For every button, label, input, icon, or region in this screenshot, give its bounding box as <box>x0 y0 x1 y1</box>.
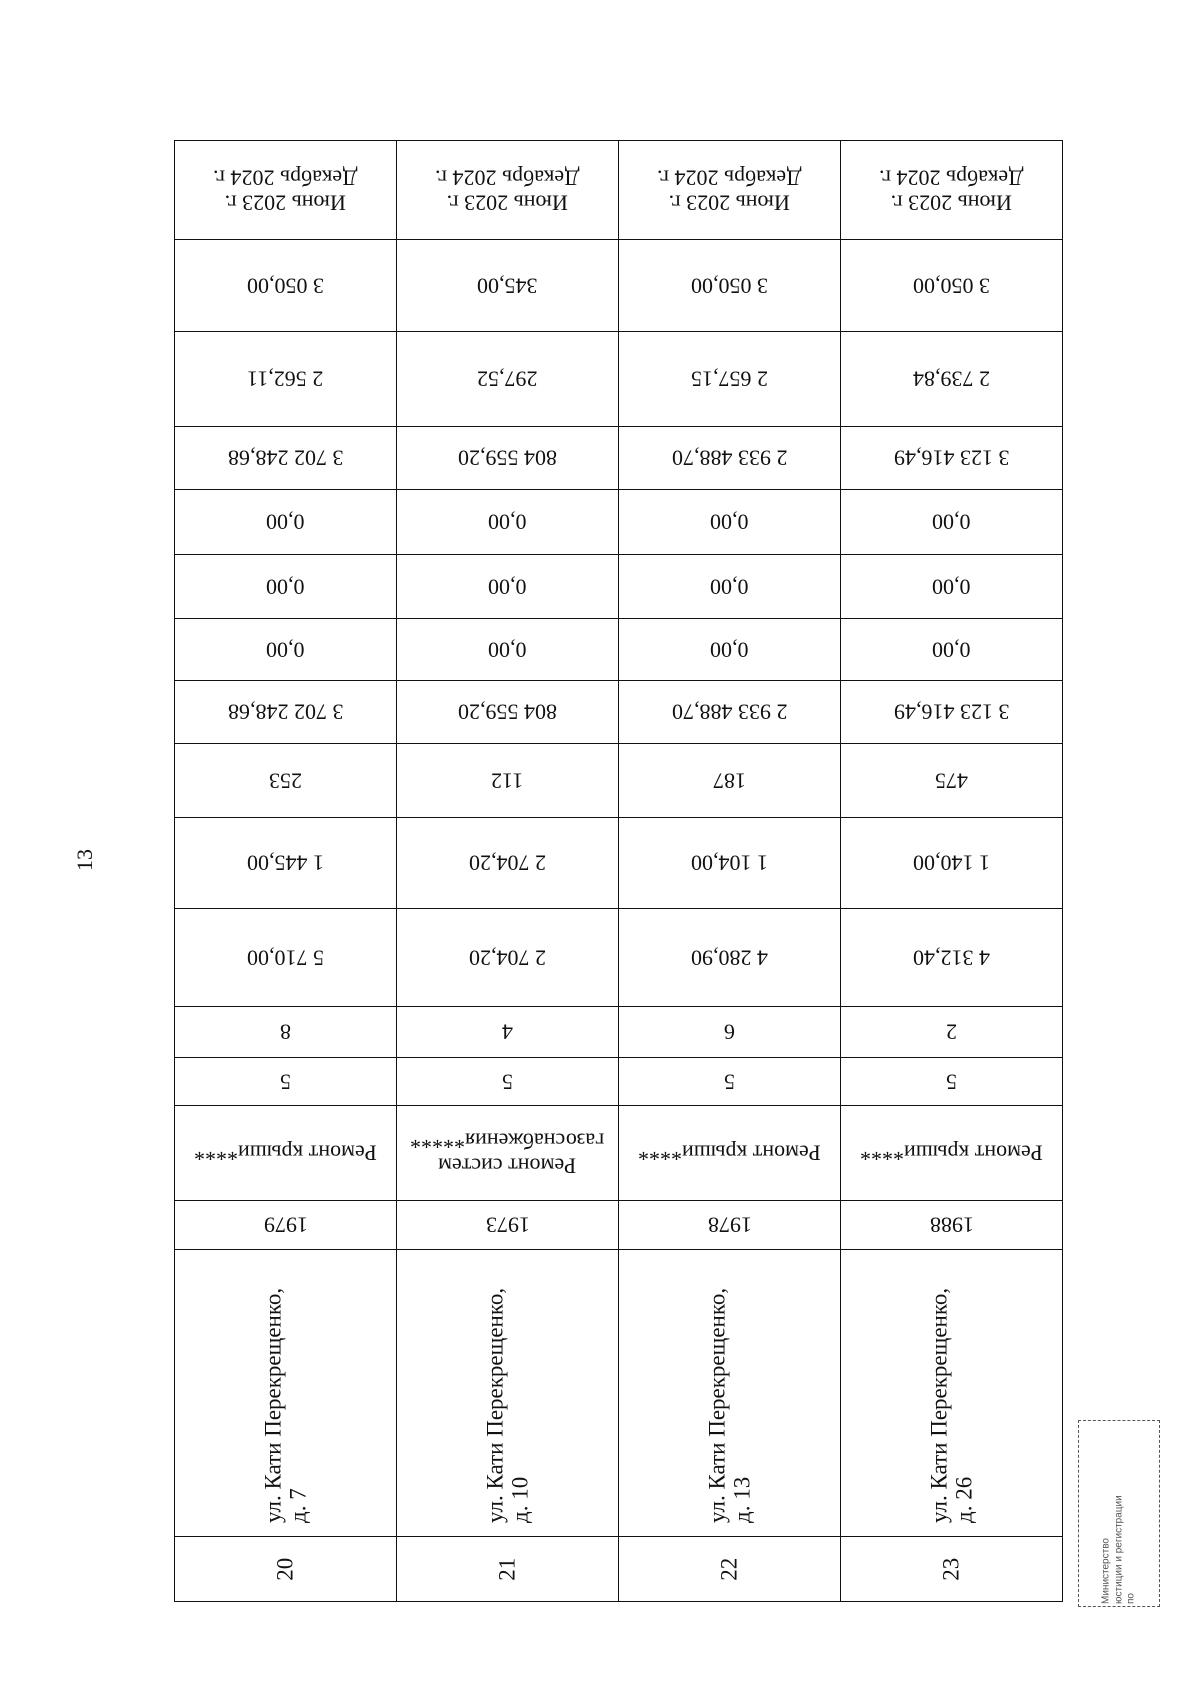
row-number: 20 <box>272 1557 298 1581</box>
value-text: 5 710,00 <box>247 945 324 971</box>
year-text: 1978 <box>707 1212 752 1238</box>
value-text: 475 <box>935 768 968 794</box>
value-cell <box>397 743 619 817</box>
period-end: Декабрь 2024 г. <box>435 164 580 190</box>
entrances-row <box>175 1007 1063 1057</box>
registration-stamp <box>1078 1420 1160 1607</box>
value-cell <box>175 681 397 743</box>
value-cell <box>397 681 619 743</box>
value-cell <box>175 332 397 427</box>
year-text: 1988 <box>929 1212 974 1238</box>
value-text: 0,00 <box>266 509 305 535</box>
value-row-10 <box>175 908 1063 1007</box>
value-cell <box>397 239 619 332</box>
work-type-cell <box>397 1105 619 1201</box>
value-text: 1 445,00 <box>247 850 324 876</box>
value-text: 0,00 <box>710 573 749 599</box>
work-type-text: Ремонт систем <box>438 1153 577 1179</box>
value-text: 3 050,00 <box>247 273 324 299</box>
value-cell <box>619 618 841 680</box>
address-house: д. 13 <box>729 1476 755 1524</box>
value-text: 2 933 488,70 <box>671 445 788 471</box>
value-cell <box>619 681 841 743</box>
value-cell <box>619 239 841 332</box>
period-cell <box>619 141 841 240</box>
address-street: ул. Кати Перекрещенко, <box>926 1287 952 1524</box>
value-cell <box>619 743 841 817</box>
value-cell <box>841 426 1063 489</box>
floors-text: 5 <box>724 1068 735 1094</box>
entrances-text: 2 <box>946 1019 957 1045</box>
year-text: 1979 <box>263 1212 308 1238</box>
year-cell <box>619 1201 841 1249</box>
value-text: 2 657,15 <box>691 366 768 392</box>
address-cell <box>619 1249 841 1537</box>
value-cell <box>175 743 397 817</box>
work-type-cell <box>619 1105 841 1201</box>
period-row <box>175 141 1063 240</box>
address-cell <box>175 1249 397 1537</box>
value-text: 2 739,84 <box>913 366 990 392</box>
period-end: Декабрь 2024 г. <box>657 164 802 190</box>
value-cell <box>841 239 1063 332</box>
row-number: 23 <box>938 1557 964 1581</box>
period-start: Июнь 2023 г. <box>446 190 569 216</box>
value-cell <box>841 743 1063 817</box>
value-text: 804 559,20 <box>458 699 557 725</box>
entrances-cell <box>175 1007 397 1057</box>
address-cell <box>841 1249 1063 1537</box>
value-text: 0,00 <box>266 637 305 663</box>
stamp-line: Министерство <box>1100 1537 1112 1604</box>
value-text: 3 050,00 <box>691 273 768 299</box>
table-grid <box>174 140 1063 1602</box>
value-text: 3 702 248,68 <box>227 445 344 471</box>
floors-text: 5 <box>502 1068 513 1094</box>
value-text: 297,52 <box>477 366 538 392</box>
entrances-cell <box>397 1007 619 1057</box>
value-row-5 <box>175 554 1063 618</box>
period-start: Июнь 2023 г. <box>224 190 347 216</box>
value-text: 2 562,11 <box>247 366 324 392</box>
value-text: 2 933 488,70 <box>671 699 788 725</box>
value-row-4 <box>175 490 1063 554</box>
value-cell <box>619 908 841 1007</box>
floors-cell <box>397 1057 619 1105</box>
value-text: 0,00 <box>266 573 305 599</box>
value-cell <box>619 490 841 554</box>
row-number-cell <box>841 1537 1063 1602</box>
floors-row <box>175 1057 1063 1105</box>
entrances-cell <box>841 1007 1063 1057</box>
value-text: 0,00 <box>932 509 971 535</box>
value-text: 112 <box>491 768 524 794</box>
housing-table <box>174 140 1062 1602</box>
value-text: 0,00 <box>932 637 971 663</box>
floors-cell <box>175 1057 397 1105</box>
value-row-6 <box>175 618 1063 680</box>
value-cell <box>841 332 1063 427</box>
value-text: 345,00 <box>477 273 538 299</box>
value-text: 3 702 248,68 <box>227 699 344 725</box>
value-text: 4 312,40 <box>913 945 990 971</box>
entrances-text: 8 <box>280 1019 291 1045</box>
floors-cell <box>841 1057 1063 1105</box>
row-number: 22 <box>716 1557 742 1581</box>
period-start: Июнь 2023 г. <box>668 190 791 216</box>
stamp-line: по <box>1125 1592 1137 1604</box>
number-row <box>175 1537 1063 1602</box>
value-text: 253 <box>269 768 302 794</box>
period-cell <box>841 141 1063 240</box>
value-row-1 <box>175 239 1063 332</box>
value-cell <box>397 908 619 1007</box>
work-type-text: газоснабжения***** <box>410 1128 605 1154</box>
value-cell <box>619 332 841 427</box>
value-cell <box>397 490 619 554</box>
period-end: Декабрь 2024 г. <box>213 164 358 190</box>
value-cell <box>397 554 619 618</box>
address-cell <box>397 1249 619 1537</box>
value-cell <box>397 618 619 680</box>
value-text: 3 123 416,49 <box>893 445 1010 471</box>
period-start: Июнь 2023 г. <box>890 190 1013 216</box>
value-cell <box>841 490 1063 554</box>
value-cell <box>397 332 619 427</box>
work-type-text: Ремонт крыши**** <box>638 1140 821 1166</box>
value-text: 3 123 416,49 <box>893 699 1010 725</box>
entrances-cell <box>619 1007 841 1057</box>
value-cell <box>175 490 397 554</box>
value-cell <box>841 908 1063 1007</box>
floors-text: 5 <box>946 1068 957 1094</box>
work-type-text: Ремонт крыши**** <box>194 1140 377 1166</box>
address-house: д. 26 <box>951 1476 977 1524</box>
value-text: 3 050,00 <box>913 273 990 299</box>
value-row-3 <box>175 426 1063 489</box>
value-cell <box>841 681 1063 743</box>
value-cell <box>397 426 619 489</box>
entrances-text: 6 <box>724 1019 735 1045</box>
address-house: д. 10 <box>507 1476 533 1524</box>
entrances-text: 4 <box>502 1019 513 1045</box>
value-text: 0,00 <box>710 509 749 535</box>
value-text: 1 140,00 <box>913 850 990 876</box>
work-type-cell <box>841 1105 1063 1201</box>
address-street: ул. Кати Перекрещенко, <box>704 1287 730 1524</box>
address-street: ул. Кати Перекрещенко, <box>482 1287 508 1524</box>
value-row-8 <box>175 743 1063 817</box>
value-text: 0,00 <box>932 573 971 599</box>
year-row <box>175 1201 1063 1249</box>
value-cell <box>175 426 397 489</box>
address-street: ул. Кати Перекрещенко, <box>260 1287 286 1524</box>
value-text: 187 <box>713 768 746 794</box>
work-type-row <box>175 1105 1063 1201</box>
row-number-cell <box>619 1537 841 1602</box>
floors-text: 5 <box>280 1068 291 1094</box>
period-end: Декабрь 2024 г. <box>879 164 1024 190</box>
value-text: 1 104,00 <box>691 850 768 876</box>
value-text: 2 704,20 <box>469 945 546 971</box>
value-row-2 <box>175 332 1063 427</box>
floors-cell <box>619 1057 841 1105</box>
work-type-text: Ремонт крыши**** <box>860 1140 1043 1166</box>
address-house: д. 7 <box>285 1488 311 1524</box>
value-cell <box>619 554 841 618</box>
value-text: 2 704,20 <box>469 850 546 876</box>
page-number: 13 <box>72 849 97 871</box>
value-cell <box>841 618 1063 680</box>
value-cell <box>175 908 397 1007</box>
value-row-7 <box>175 681 1063 743</box>
year-text: 1973 <box>485 1212 530 1238</box>
period-cell <box>175 141 397 240</box>
value-cell <box>175 554 397 618</box>
value-text: 0,00 <box>710 637 749 663</box>
value-cell <box>841 554 1063 618</box>
value-text: 0,00 <box>488 637 527 663</box>
address-row <box>175 1249 1063 1537</box>
value-row-9 <box>175 818 1063 909</box>
value-text: 4 280,90 <box>691 945 768 971</box>
value-cell <box>619 426 841 489</box>
value-cell <box>175 618 397 680</box>
value-cell <box>397 818 619 909</box>
row-number: 21 <box>494 1557 520 1581</box>
year-cell <box>397 1201 619 1249</box>
period-cell <box>397 141 619 240</box>
value-cell <box>175 239 397 332</box>
value-text: 0,00 <box>488 509 527 535</box>
value-text: 804 559,20 <box>458 445 557 471</box>
stamp-line: юстиции и регистрации <box>1112 1494 1124 1604</box>
value-cell <box>841 818 1063 909</box>
value-cell <box>175 818 397 909</box>
work-type-cell <box>175 1105 397 1201</box>
year-cell <box>841 1201 1063 1249</box>
row-number-cell <box>175 1537 397 1602</box>
value-cell <box>619 818 841 909</box>
year-cell <box>175 1201 397 1249</box>
value-text: 0,00 <box>488 573 527 599</box>
row-number-cell <box>397 1537 619 1602</box>
stamp-text <box>1100 1424 1138 1604</box>
